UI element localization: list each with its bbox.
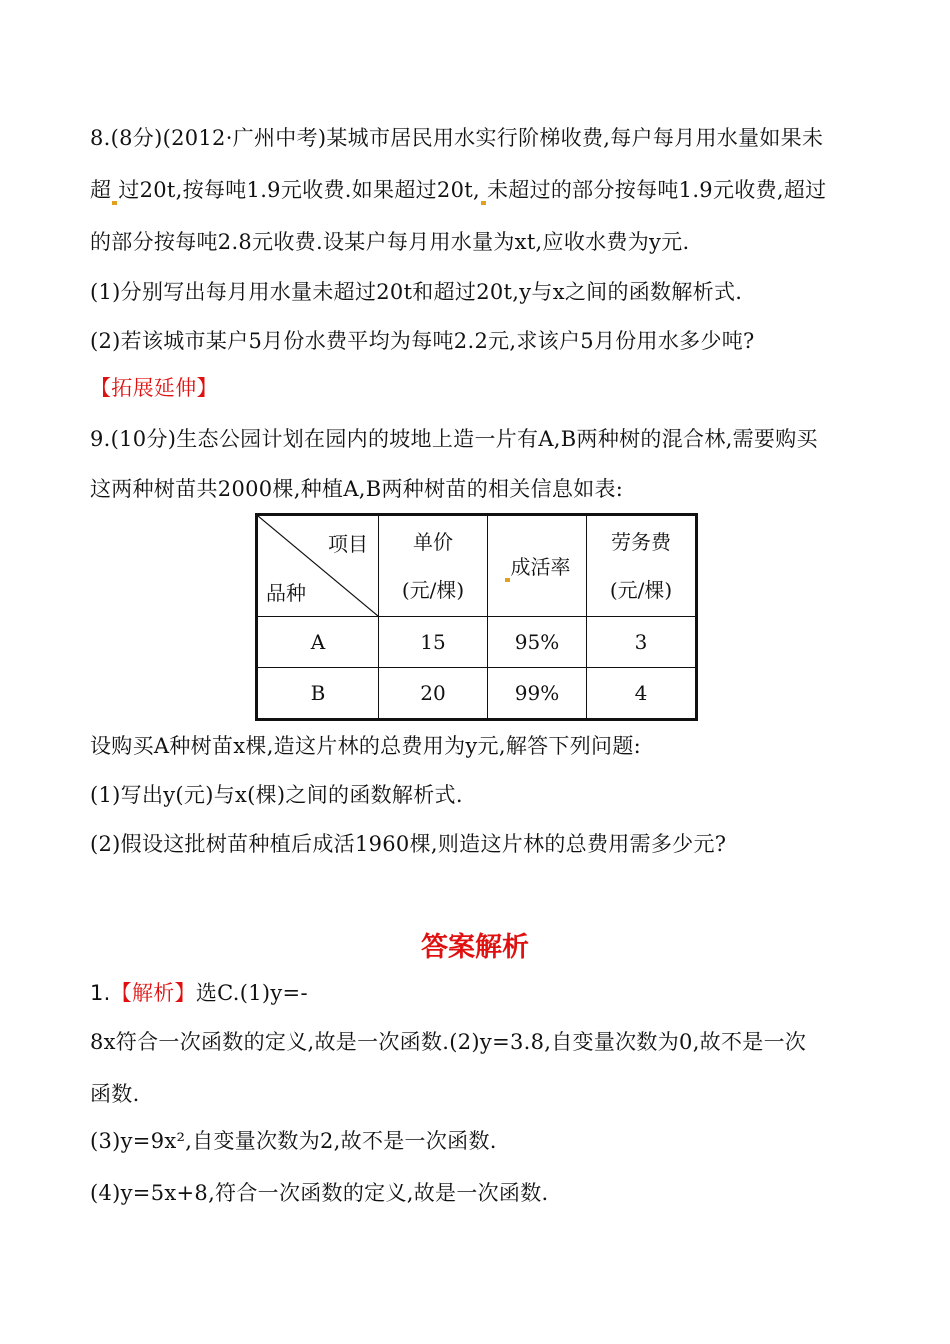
cell-labor: 4 [587,668,697,720]
cell-kind: B [257,668,379,720]
q9-sub-1: (1)写出y(元)与x(棵)之间的函数解析式. [90,783,463,807]
q8-line-1: 8.(8分)(2012·广州中考)某城市居民用水实行阶梯收费,每户每月用水量如果未 [90,126,824,150]
q8-line-2a: 超 [90,178,112,202]
answer-1-line-5: (4)y=5x+8,符合一次函数的定义,故是一次函数. [90,1181,549,1205]
answer-1-text: 选C.(1)y=- [195,981,308,1005]
answer-1-line-2: 8x符合一次函数的定义,故是一次函数.(2)y=3.8,自变量次数为0,故不是一次 [90,1030,807,1054]
q8-sub-2: (2)若该城市某户5月份水费平均为每吨2.2元,求该户5月份用水多少吨? [90,329,755,353]
answer-1-line-1 [90,978,308,1008]
highlight-mark [505,578,510,582]
corner-item-label: 项目 [328,532,368,556]
col-price-unit: (元/棵) [401,578,465,602]
cell-kind: A [257,617,379,668]
col-labor-label: 劳务费 [611,530,671,554]
analysis-tag: 【解析】 [110,981,196,1005]
cell-survival: 95% [488,617,587,668]
table-row [257,617,697,668]
cell-labor: 3 [587,617,697,668]
answer-1-num: 1. [90,981,111,1005]
corner-cell [257,515,379,617]
corner-kind-label: 品种 [266,581,306,605]
col-price-header [379,515,488,617]
q8-sub-1: (1)分别写出每月用水量未超过20t和超过20t,y与x之间的函数解析式. [90,280,743,304]
answers-title: 答案解析 [421,932,529,963]
section-extend: 【拓展延伸】 [90,376,218,400]
q8-line-2 [90,175,826,205]
q8-line-2b: 过20t,按每吨1.9元收费.如果超过20t, [118,178,480,202]
q9-after-table: 设购买A种树苗x棵,造这片林的总费用为y元,解答下列问题: [90,734,641,758]
q8-line-3: 的部分按每吨2.8元收费.设某户每月用水量为xt,应收水费为y元. [90,230,690,254]
highlight-mark [112,201,117,205]
tree-info-table [255,513,698,721]
q9-sub-2: (2)假设这批树苗种植后成活1960棵,则造这片林的总费用需多少元? [90,832,727,856]
highlight-mark [481,201,486,205]
table-header-row [257,515,697,617]
col-labor-header [587,515,697,617]
cell-price: 20 [379,668,488,720]
col-survival-header [488,515,587,617]
cell-price: 15 [379,617,488,668]
col-survival-label: 成活率 [510,554,571,579]
answer-1-line-4: (3)y=9x²,自变量次数为2,故不是一次函数. [90,1129,497,1153]
q9-line-1: 9.(10分)生态公园计划在园内的坡地上造一片有A,B两种树的混合林,需要购买 [90,427,818,451]
col-price-label: 单价 [413,530,453,554]
table-row [257,668,697,720]
col-labor-unit: (元/棵) [609,578,673,602]
answer-1-line-3: 函数. [90,1082,140,1106]
cell-survival: 99% [488,668,587,720]
q8-line-2c: 未超过的部分按每吨1.9元收费,超过 [486,178,827,202]
q9-line-2: 这两种树苗共2000棵,种植A,B两种树苗的相关信息如表: [90,477,624,501]
